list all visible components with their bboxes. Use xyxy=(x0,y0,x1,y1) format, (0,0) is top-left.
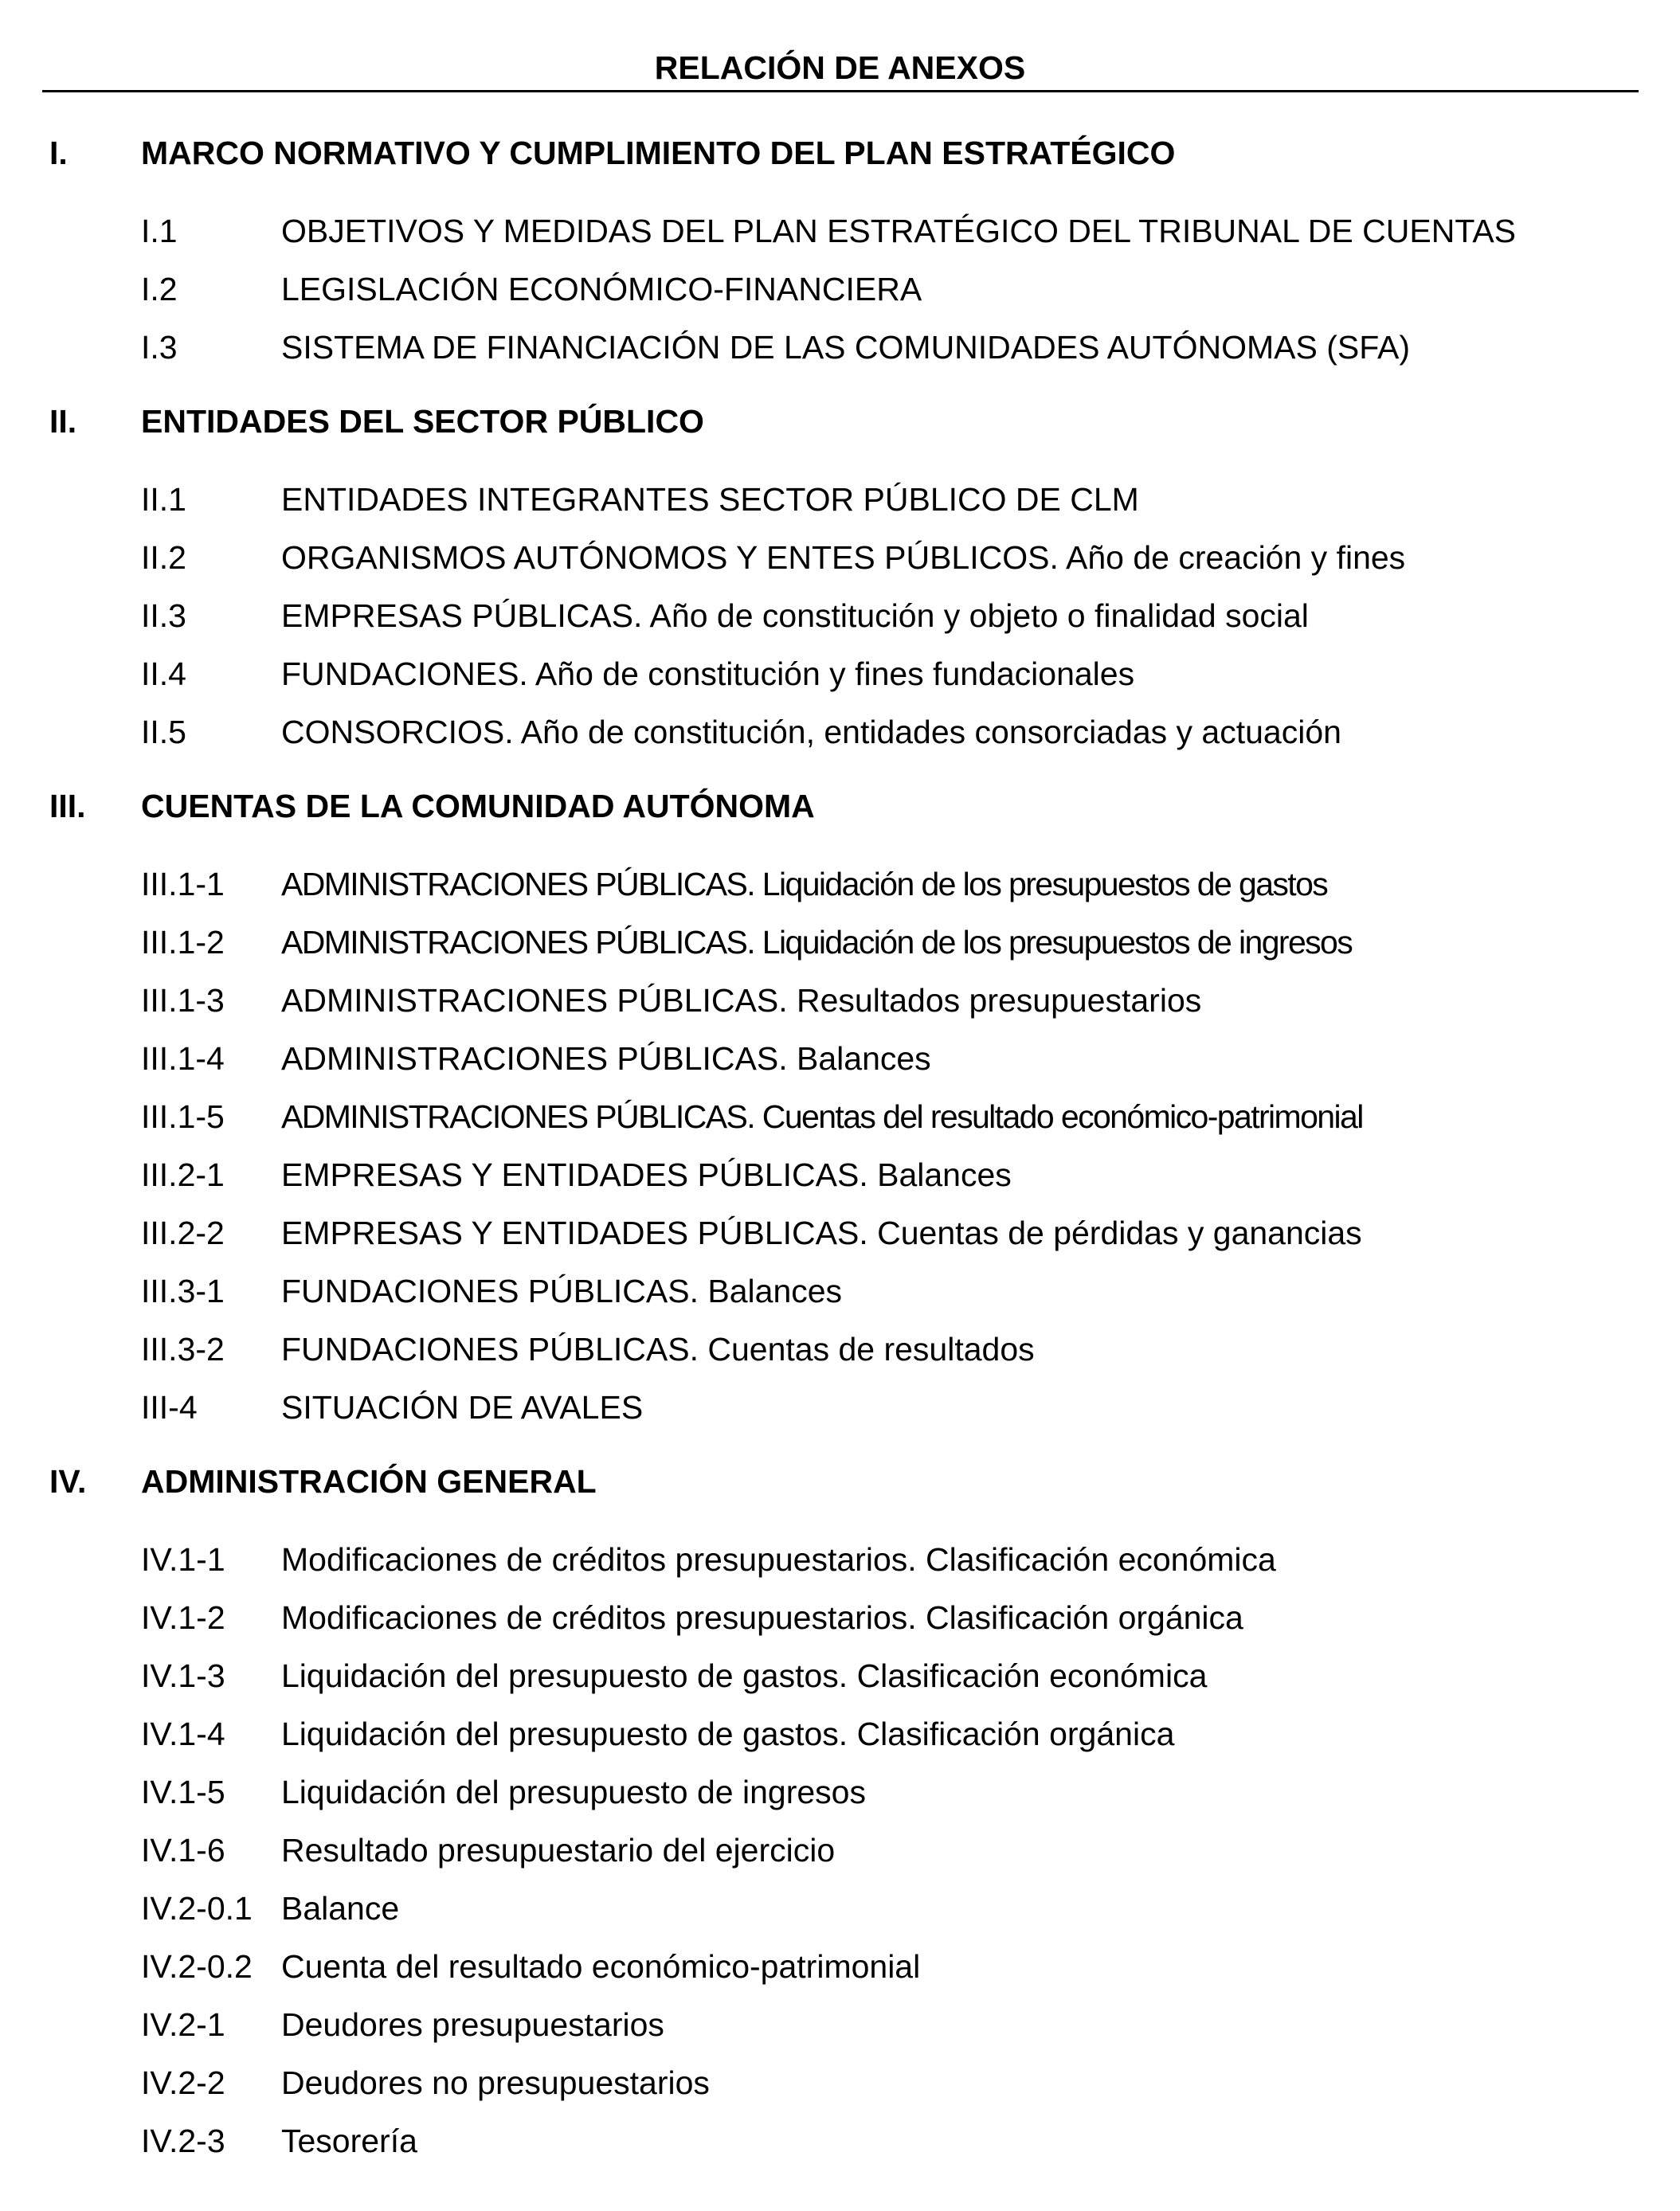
annex-code: III.3-1 xyxy=(141,1273,225,1309)
annex-item xyxy=(0,1657,1680,1695)
section-heading xyxy=(0,1462,1680,1501)
annex-title: SITUACIÓN DE AVALES xyxy=(281,1389,644,1426)
annex-title: ENTIDADES INTEGRANTES SECTOR PÚBLICO DE CLM xyxy=(281,481,1139,518)
annex-title: SISTEMA DE FINANCIACIÓN DE LAS COMUNIDADES AUTÓNOMAS (SFA) xyxy=(281,329,1410,366)
annex-item xyxy=(0,270,1680,308)
annex-code: IV.1-2 xyxy=(141,1599,225,1636)
annex-title: OBJETIVOS Y MEDIDAS DEL PLAN ESTRATÉGICO DEL TRIBUNAL DE CUENTAS xyxy=(281,213,1517,249)
annex-code: I.3 xyxy=(141,329,178,366)
annex-code: II.5 xyxy=(141,714,186,750)
annex-item xyxy=(0,597,1680,635)
annex-title: Tesorería xyxy=(281,2123,417,2159)
annex-code: II.2 xyxy=(141,539,186,576)
annex-code: IV.1-1 xyxy=(141,1541,225,1578)
annex-code: II.4 xyxy=(141,655,186,692)
annex-code: III-4 xyxy=(141,1389,198,1426)
section-heading xyxy=(0,134,1680,172)
annex-title: Resultado presupuestario del ejercicio xyxy=(281,1832,836,1869)
annex-item xyxy=(0,212,1680,250)
annex-title: Deudores no presupuestarios xyxy=(281,2064,710,2101)
annex-title: ADMINISTRACIONES PÚBLICAS. Liquidación de los presupuestos de ingresos xyxy=(281,924,1353,961)
section-title: MARCO NORMATIVO Y CUMPLIMIENTO DEL PLAN ESTRATÉGICO xyxy=(141,135,1176,171)
annex-item xyxy=(0,328,1680,366)
annex-title: LEGISLACIÓN ECONÓMICO-FINANCIERA xyxy=(281,271,922,307)
annex-item xyxy=(0,1599,1680,1637)
annex-code: I.2 xyxy=(141,271,178,307)
annex-code: IV.2-2 xyxy=(141,2064,225,2101)
annex-code: IV.1-3 xyxy=(141,1657,225,1694)
annex-list xyxy=(0,134,1680,2160)
section-title: ADMINISTRACIÓN GENERAL xyxy=(141,1463,597,1500)
annex-item xyxy=(0,1540,1680,1579)
title-divider xyxy=(42,90,1639,92)
annex-title: Liquidación del presupuesto de gastos. Clasificación orgánica xyxy=(281,1716,1175,1752)
annex-code: III.3-2 xyxy=(141,1331,225,1368)
annex-item xyxy=(0,981,1680,1019)
annex-code: I.1 xyxy=(141,213,178,249)
annex-code: III.1-4 xyxy=(141,1040,225,1077)
annex-item xyxy=(0,923,1680,961)
annex-item xyxy=(0,713,1680,751)
annex-title: FUNDACIONES PÚBLICAS. Balances xyxy=(281,1273,843,1309)
page-title: RELACIÓN DE ANEXOS xyxy=(654,49,1026,86)
section-number: III. xyxy=(49,788,86,824)
annex-item xyxy=(0,1773,1680,1811)
annex-code: IV.2-0.1 xyxy=(141,1890,253,1927)
section-heading xyxy=(0,402,1680,440)
annex-title: ADMINISTRACIONES PÚBLICAS. Balances xyxy=(281,1040,931,1077)
annex-title: EMPRESAS Y ENTIDADES PÚBLICAS. Cuentas de pérdidas y ganancias xyxy=(281,1215,1362,1251)
annex-title: ORGANISMOS AUTÓNOMOS Y ENTES PÚBLICOS. Año de creación y fines xyxy=(281,539,1406,576)
annex-code: III.2-1 xyxy=(141,1156,225,1193)
annex-code: III.1-5 xyxy=(141,1098,225,1135)
section-number: IV. xyxy=(49,1463,87,1500)
section-number: II. xyxy=(49,403,77,440)
annex-title: Modificaciones de créditos presupuestarios. Clasificación orgánica xyxy=(281,1599,1243,1636)
section-heading xyxy=(0,787,1680,825)
annex-title: ADMINISTRACIONES PÚBLICAS. Liquidación de los presupuestos de gastos xyxy=(281,866,1328,902)
annex-code: IV.2-1 xyxy=(141,2006,225,2043)
annex-item xyxy=(0,1098,1680,1136)
annex-title: Cuenta del resultado económico-patrimonial xyxy=(281,1948,921,1985)
annex-title: ADMINISTRACIONES PÚBLICAS. Resultados presupuestarios xyxy=(281,982,1202,1019)
annex-item xyxy=(0,1947,1680,1986)
annex-code: IV.2-3 xyxy=(141,2123,225,2159)
annex-code: IV.1-5 xyxy=(141,1774,225,1810)
annex-item xyxy=(0,1214,1680,1252)
annex-title: FUNDACIONES PÚBLICAS. Cuentas de resultados xyxy=(281,1331,1035,1368)
annex-item xyxy=(0,1272,1680,1310)
annex-item xyxy=(0,1039,1680,1078)
annex-item xyxy=(0,1156,1680,1194)
annex-title: Deudores presupuestarios xyxy=(281,2006,664,2043)
annex-code: IV.1-6 xyxy=(141,1832,225,1869)
annex-item xyxy=(0,538,1680,577)
annex-title: EMPRESAS PÚBLICAS. Año de constitución y objeto o finalidad social xyxy=(281,597,1309,634)
annex-item xyxy=(0,2064,1680,2102)
section-title: CUENTAS DE LA COMUNIDAD AUTÓNOMA xyxy=(141,788,815,824)
annex-item xyxy=(0,480,1680,519)
section-title: ENTIDADES DEL SECTOR PÚBLICO xyxy=(141,403,704,440)
annex-title: CONSORCIOS. Año de constitución, entidades consorciadas y actuación xyxy=(281,714,1341,750)
section-number: I. xyxy=(49,135,68,171)
annex-code: III.1-1 xyxy=(141,866,225,902)
annex-title: Liquidación del presupuesto de ingresos xyxy=(281,1774,866,1810)
annex-code: II.1 xyxy=(141,481,186,518)
annex-title: FUNDACIONES. Año de constitución y fines fundacionales xyxy=(281,655,1135,692)
annex-code: IV.1-4 xyxy=(141,1716,225,1752)
annex-title: ADMINISTRACIONES PÚBLICAS. Cuentas del resultado económico-patrimonial xyxy=(281,1098,1363,1135)
annex-item xyxy=(0,1831,1680,1869)
annex-code: IV.2-0.2 xyxy=(141,1948,253,1985)
annex-item xyxy=(0,1330,1680,1368)
annex-item xyxy=(0,2006,1680,2044)
annex-title: Modificaciones de créditos presupuestarios. Clasificación económica xyxy=(281,1541,1276,1578)
annex-item xyxy=(0,1388,1680,1426)
annex-item xyxy=(0,1889,1680,1927)
annex-item xyxy=(0,655,1680,693)
annex-code: III.1-2 xyxy=(141,924,225,961)
annex-item xyxy=(0,1715,1680,1753)
annex-code: III.1-3 xyxy=(141,982,225,1019)
annex-item xyxy=(0,865,1680,903)
annex-title: Liquidación del presupuesto de gastos. Clasificación económica xyxy=(281,1657,1208,1694)
annex-code: III.2-2 xyxy=(141,1215,225,1251)
annex-title: Balance xyxy=(281,1890,400,1927)
annex-item xyxy=(0,2122,1680,2160)
annex-title: EMPRESAS Y ENTIDADES PÚBLICAS. Balances xyxy=(281,1156,1012,1193)
annex-code: II.3 xyxy=(141,597,186,634)
